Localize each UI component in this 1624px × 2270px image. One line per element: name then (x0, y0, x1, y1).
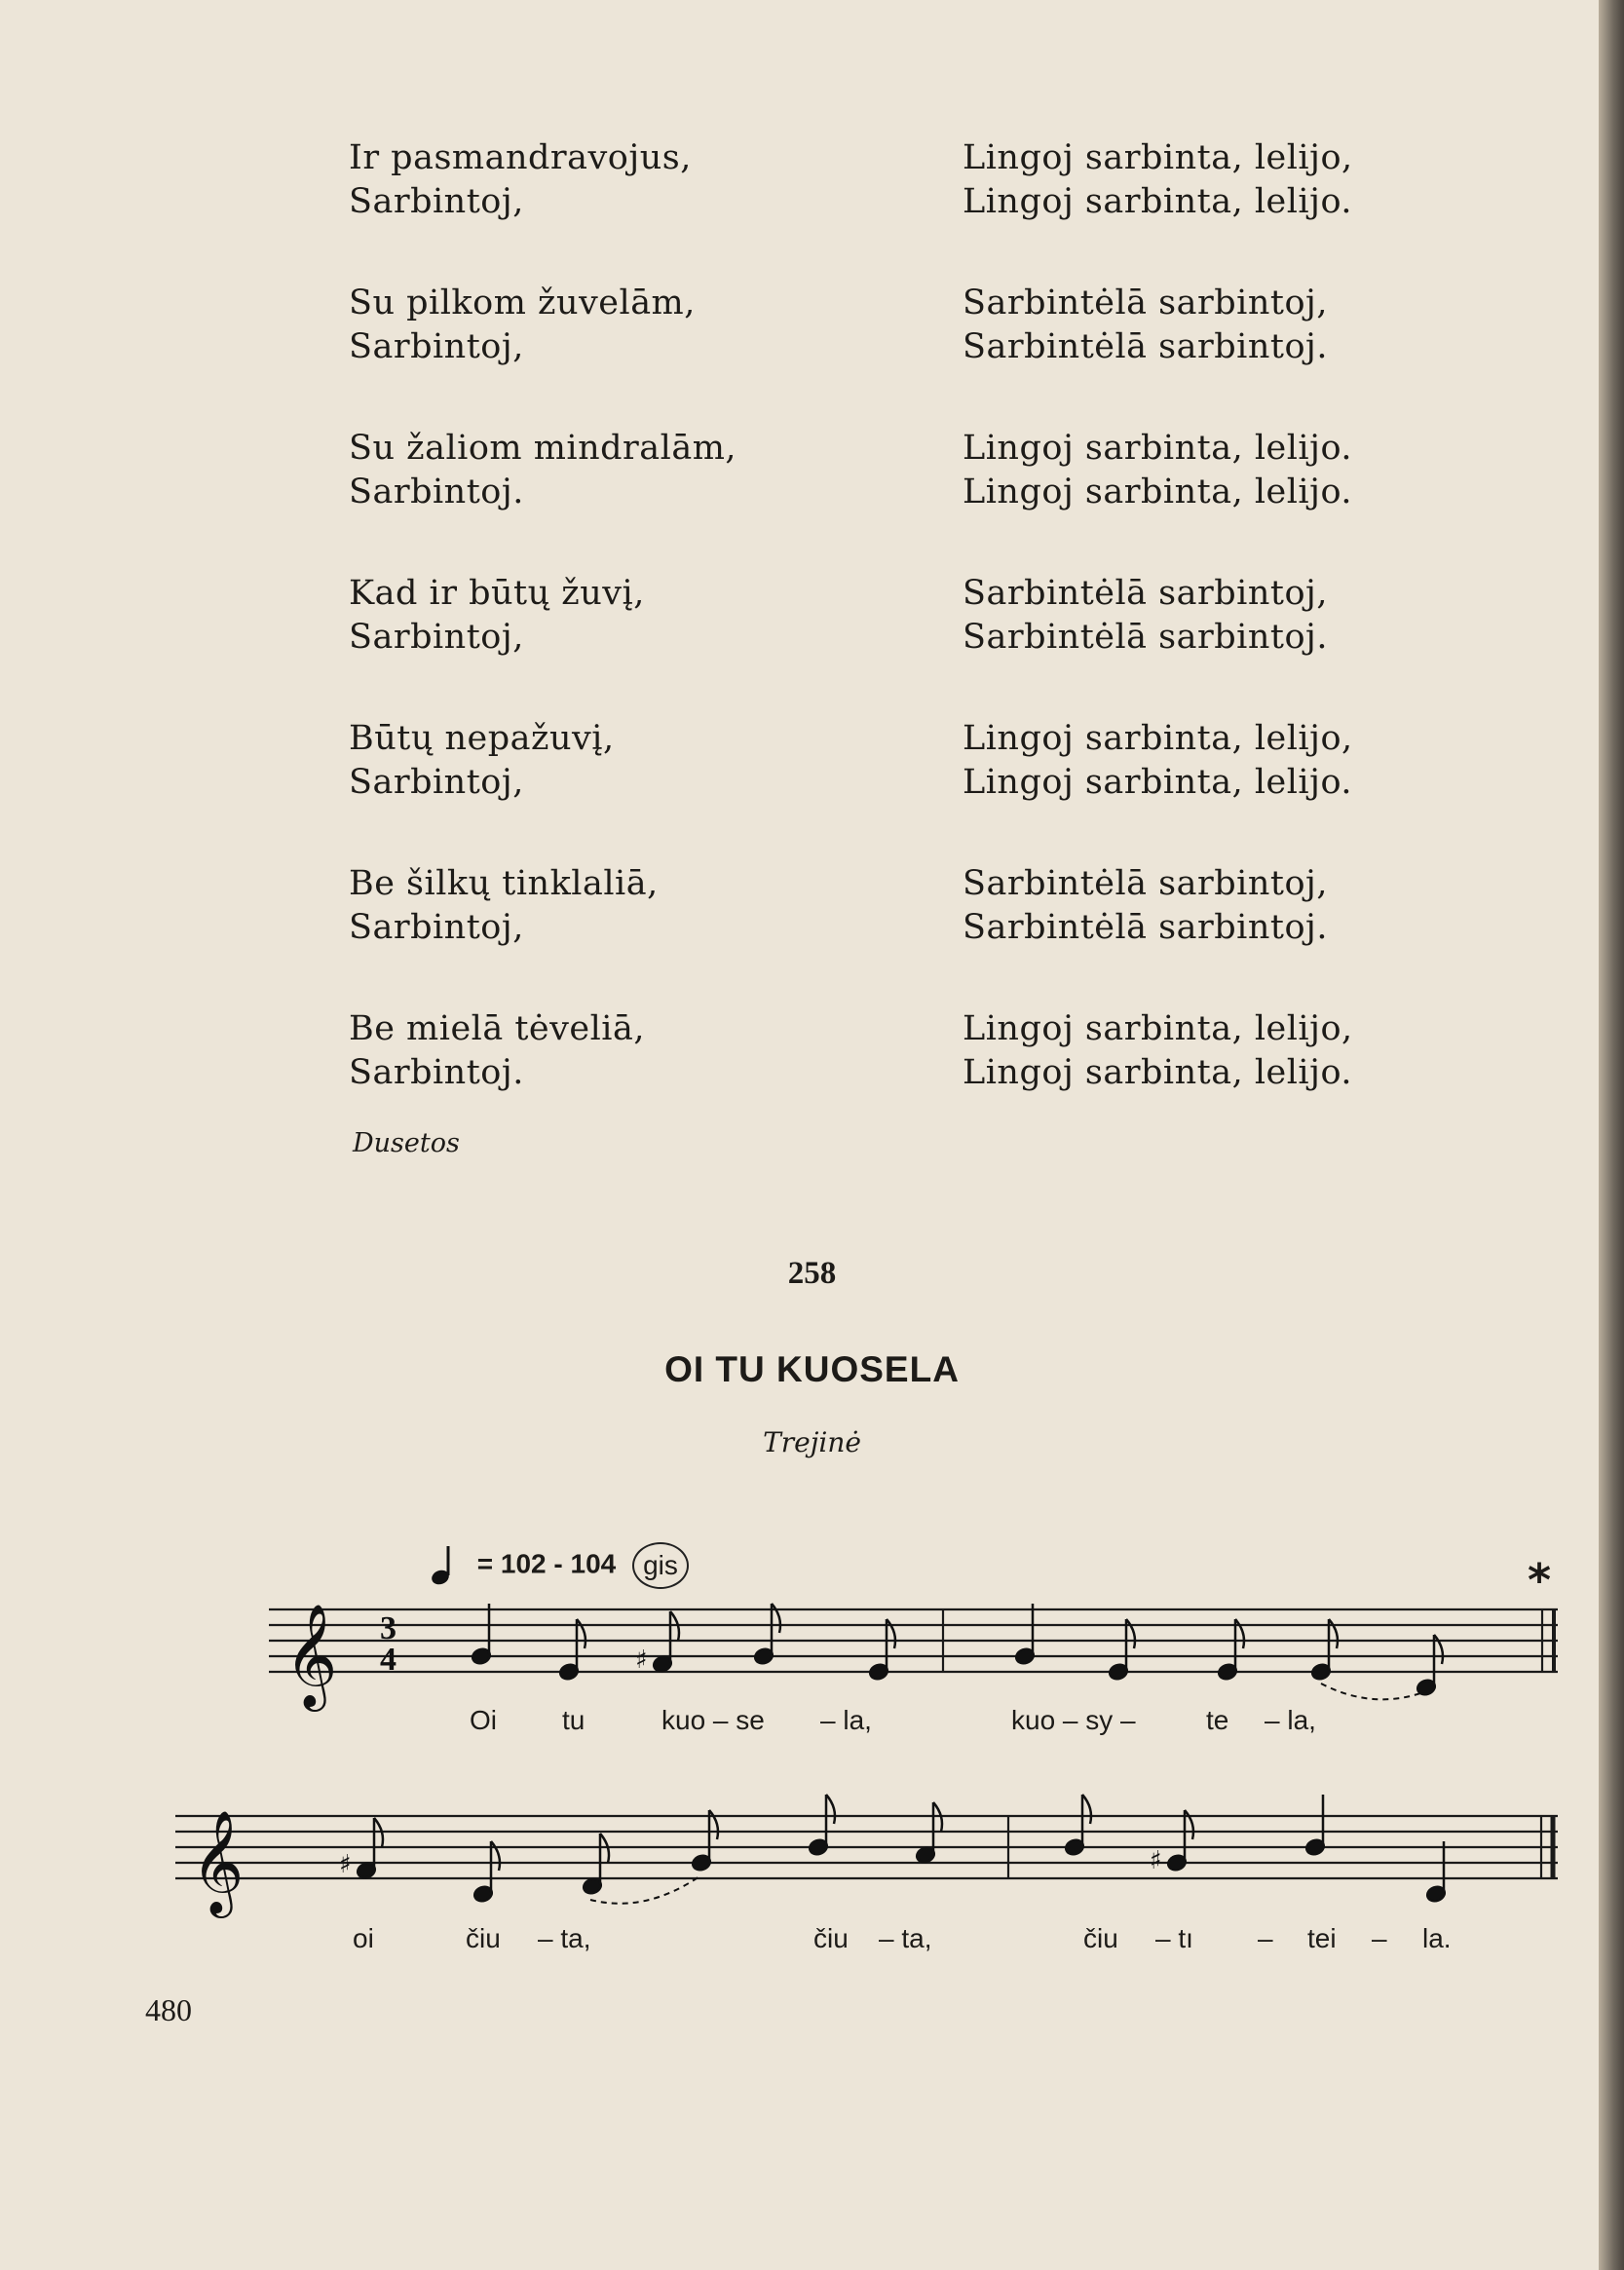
refrain-line: Lingoj sarbinta, lelijo. (963, 473, 1353, 511)
lyric-syllable: – la, (1265, 1705, 1316, 1735)
lyric-syllable: te (1206, 1705, 1229, 1735)
svg-text:♯: ♯ (635, 1646, 648, 1675)
lyric-syllable: oi (353, 1923, 374, 1953)
verse-line: Be mielā tėveliā, (349, 1009, 645, 1048)
lyric-syllable: tu (562, 1705, 585, 1735)
notes-staff-1 (471, 1604, 1443, 1699)
refrain-line: Lingoj sarbinta, lelijo. (963, 1053, 1353, 1092)
refrain-line: Lingoj sarbinta, lelijo, (963, 719, 1353, 758)
verse-line: Sarbintoj, (349, 908, 524, 947)
refrain-line: Sarbintėlā sarbintoj. (963, 618, 1328, 657)
staff-1 (269, 1609, 1558, 1672)
lyric-syllable: – (1258, 1923, 1273, 1953)
lyric-syllable: kuo – sy – (1011, 1705, 1136, 1735)
song-number: 258 (787, 1256, 837, 1291)
refrain-line: Sarbintėlā sarbintoj. (963, 908, 1328, 947)
lyric-syllable: tei (1307, 1923, 1337, 1953)
place-name: Dusetos (353, 1128, 460, 1158)
verse-line: Sarbintoj, (349, 182, 524, 221)
verse-line: Sarbintoj, (349, 763, 524, 802)
refrain-line: Lingoj sarbinta, lelijo, (963, 1009, 1353, 1048)
lyric-syllable: – ta, (538, 1923, 591, 1953)
verse-line: Sarbintoj, (349, 327, 524, 366)
verse-line: Su žaliom mindralām, (349, 429, 737, 468)
song-title: OI TU KUOSELA (664, 1349, 960, 1389)
refrain-line: Sarbintėlā sarbintoj, (963, 574, 1328, 613)
verse-line: Būtų nepažuvį, (349, 719, 615, 758)
treble-clef-icon: 𝄞 (284, 1603, 338, 1707)
lyric-syllable: – la, (820, 1705, 872, 1735)
refrain-line: Lingoj sarbinta, lelijo. (963, 182, 1353, 221)
treble-clef-icon: 𝄞 (191, 1809, 245, 1913)
svg-text:♯: ♯ (339, 1850, 352, 1879)
lyric-syllable: – ta, (879, 1923, 932, 1953)
key-note: gis (632, 1542, 689, 1589)
page-number: 480 (145, 1992, 192, 2027)
lyric-syllable: – (1372, 1923, 1387, 1953)
refrain-line: Lingoj sarbinta, lelijo, (963, 138, 1353, 177)
lyric-syllable: kuo – se (661, 1705, 765, 1735)
refrain-line: Sarbintėlā sarbintoj, (963, 864, 1328, 903)
verse-line: Su pilkom žuvelām, (349, 284, 696, 322)
refrain-line: Lingoj sarbinta, lelijo. (963, 763, 1353, 802)
verse-line: Kad ir būtų žuvį, (349, 574, 645, 613)
lyric-syllable: Oi (470, 1705, 497, 1735)
verse-line: Sarbintoj, (349, 618, 524, 657)
time-signature-top: 3 (380, 1610, 397, 1646)
refrain-line: Sarbintėlā sarbintoj, (963, 284, 1328, 322)
verse-line: Sarbintoj. (349, 1053, 524, 1092)
lyric-syllable: la. (1422, 1923, 1452, 1953)
lyric-syllable: čiu (466, 1923, 501, 1953)
verse-line: Ir pasmandravojus, (349, 138, 692, 177)
footnote-asterisk-icon: * (1528, 1554, 1552, 1607)
verse-line: Be šilkų tinklaliā, (349, 864, 659, 903)
notes-staff-2 (339, 1795, 1447, 1904)
svg-text:♯: ♯ (1150, 1846, 1162, 1875)
lyric-syllable: – tı (1155, 1923, 1193, 1953)
verse-line: Sarbintoj. (349, 473, 524, 511)
refrain-line: Lingoj sarbinta, lelijo. (963, 429, 1353, 468)
refrain-line: Sarbintėlā sarbintoj. (963, 327, 1328, 366)
lyric-syllable: čiu (1083, 1923, 1118, 1953)
tempo-value: = 102 - 104 (476, 1548, 617, 1579)
song-subtitle: Trejinė (763, 1426, 861, 1458)
time-signature-bottom: 4 (380, 1642, 397, 1678)
lyric-syllable: čiu (813, 1923, 849, 1953)
